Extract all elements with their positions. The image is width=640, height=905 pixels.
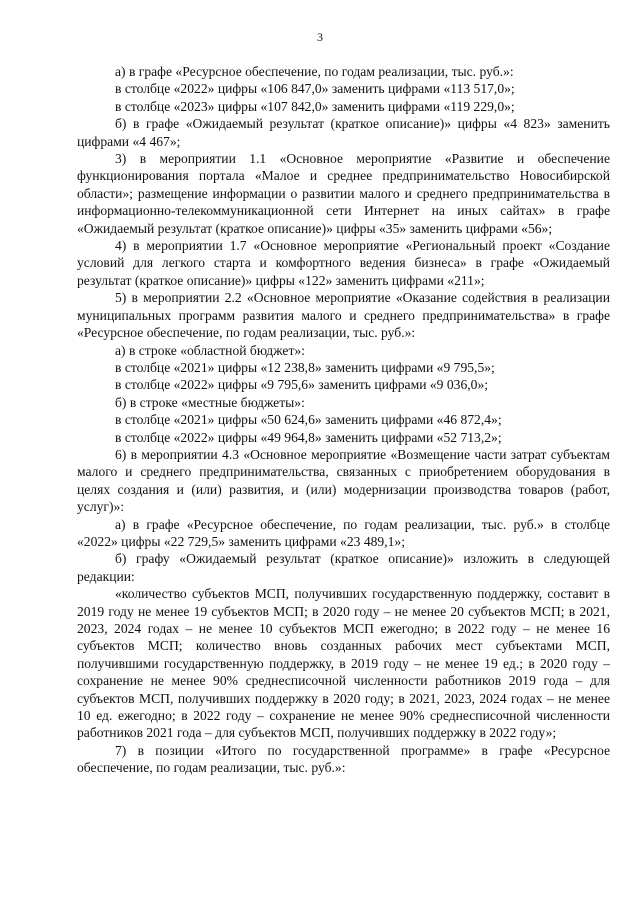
paragraph: 6) в мероприятии 4.3 «Основное мероприятие «Возмещение части затрат субъектам малого и среднего предпринимательства, связанных с приобретением оборудования в целях создания и (или) развития, и (или) модернизации производства товаров (работ, услуг)»: [77, 446, 610, 515]
paragraph: б) в строке «местные бюджеты»: [115, 394, 305, 410]
document-body [77, 63, 610, 777]
paragraph: в столбце «2022» цифры «106 847,0» заменить цифрами «113 517,0»; [115, 81, 515, 97]
page-number: 3 [317, 30, 323, 44]
paragraph: б) графу «Ожидаемый результат (краткое описание)» изложить в следующей редакции: [77, 551, 610, 584]
paragraph: б) в графе «Ожидаемый результат (краткое описание)» цифры «4 823» заменить цифрами «4 467»; [77, 116, 610, 149]
paragraph: 4) в мероприятии 1.7 «Основное мероприятие «Региональный проект «Создание условий для легкого старта и комфортного ведения бизнеса» в графе «Ожидаемый результат (краткое описание)» цифры «122» заменить цифрами «211»; [77, 238, 610, 288]
paragraph: а) в графе «Ресурсное обеспечение, по годам реализации, тыс. руб.» в столбце «2022» цифры «22 729,5» заменить цифрами «23 489,1»; [77, 516, 610, 549]
paragraph: 7) в позиции «Итого по государственной программе» в графе «Ресурсное обеспечение, по годам реализации, тыс. руб.»: [77, 742, 610, 776]
paragraph: а) в строке «областной бюджет»: [115, 342, 305, 358]
paragraph: в столбце «2021» цифры «50 624,6» заменить цифрами «46 872,4»; [115, 412, 502, 428]
paragraph: «количество субъектов МСП, получивших государственную поддержку, составит в 2019 году не менее 19 субъектов МСП; в 2020 году – не менее 20 субъектов МСП; в 2021, 2023, 2024 годах – не менее 10 субъектов МСП ежегодно; в 2022 году – не менее 16 субъектов МСП; количество вновь созданных рабочих мест субъектами МСП, получившими государственную поддержку, в 2019 году – не менее 19 ед.; в 2020 году – сохранение не менее 90% среднесписочной численности работников 2019 года – для субъектов МСП, получивших поддержку в 2020 году; в 2021, 2023, 2024 годах – не менее 10 ед. ежегодно; в 2022 году – сохранение не менее 90% среднесписочной численности работников 2021 года – для субъектов МСП, получивших поддержку в 2022 году»; [77, 586, 610, 741]
paragraph: 5) в мероприятии 2.2 «Основное мероприятие «Оказание содействия в реализации муниципальных программ развития малого и среднего предпринимательства» в графе «Ресурсное обеспечение, по годам реализации, тыс. руб.»: [77, 290, 610, 341]
paragraph: 3) в мероприятии 1.1 «Основное мероприятие «Развитие и обеспечение функционирования портала «Малое и среднее предпринимательство Новосибирской области»; размещение информации о развитии малого и среднего предпринимательства в информационно-телекоммуникационной сети Интернет на иных сайтах» в графе «Ожидаемый результат (краткое описание)» цифры «35» заменить цифрами «56»; [77, 151, 610, 236]
paragraph: в столбце «2021» цифры «12 238,8» заменить цифрами «9 795,5»; [115, 359, 495, 375]
paragraph: а) в графе «Ресурсное обеспечение, по годам реализации, тыс. руб.»: [115, 64, 514, 79]
paragraph: в столбце «2022» цифры «9 795,6» заменить цифрами «9 036,0»; [115, 377, 489, 393]
paragraph: в столбце «2022» цифры «49 964,8» заменить цифрами «52 713,2»; [115, 429, 502, 445]
paragraph: в столбце «2023» цифры «107 842,0» заменить цифрами «119 229,0»; [115, 98, 515, 114]
